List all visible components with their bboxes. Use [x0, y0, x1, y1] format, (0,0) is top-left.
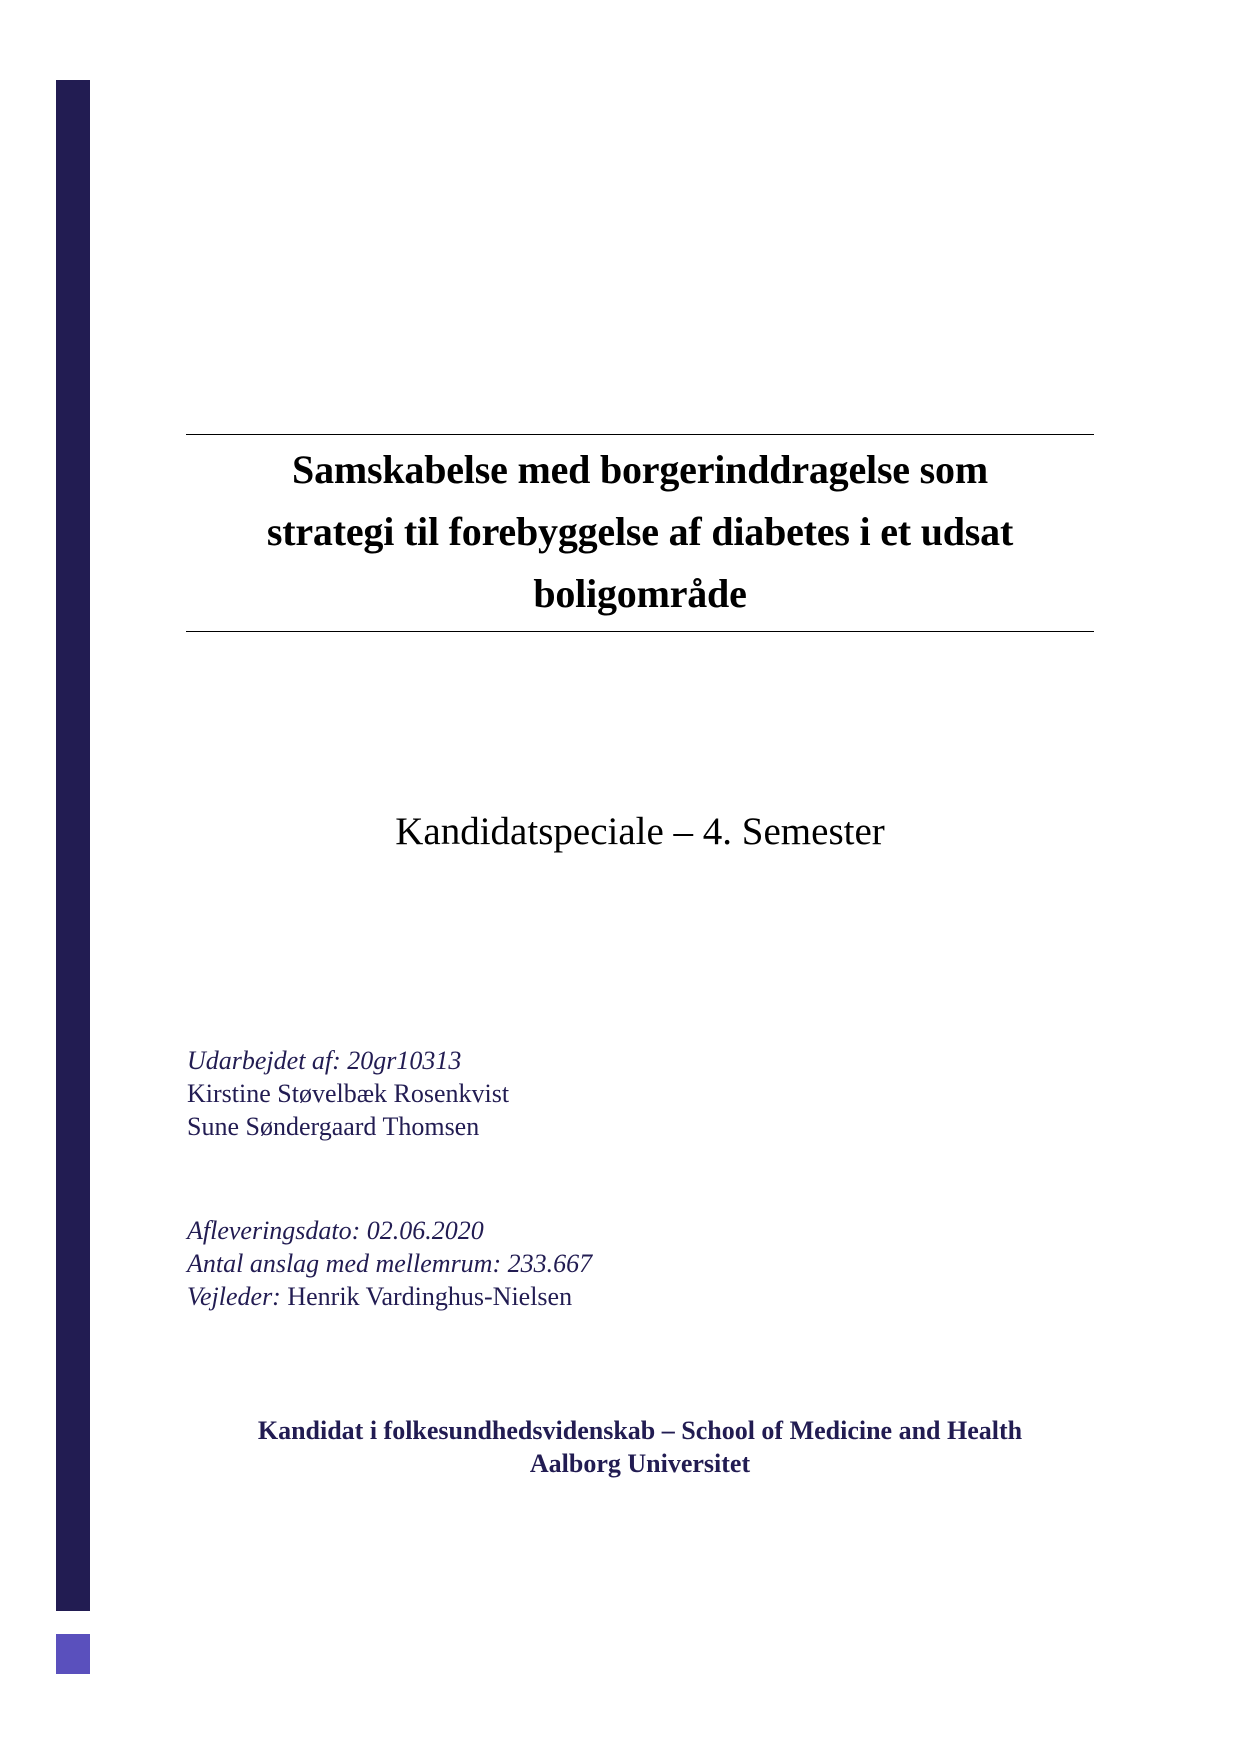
university-name: Aalborg Universitet [529, 1449, 751, 1478]
authors-block [187, 1044, 509, 1143]
document-subtitle: Kandidatspeciale – 4. Semester [395, 810, 885, 853]
supervisor-name: Henrik Vardinghus-Nielsen [280, 1282, 573, 1311]
document-title [186, 439, 1094, 625]
decorative-square [56, 1634, 90, 1674]
supervisor-label: Vejleder: [187, 1282, 281, 1311]
decorative-side-bar [56, 80, 90, 1611]
group-label: Udarbejdet af: 20gr10313 [187, 1046, 462, 1075]
details-block [187, 1214, 592, 1313]
delivery-date: Afleveringsdato: 02.06.2020 [187, 1216, 484, 1245]
program-line: Kandidat i folkesundhedsvidenskab – School of Medicine and Health [257, 1416, 1023, 1445]
title-top-rule [186, 434, 1094, 435]
author-name: Kirstine Støvelbæk Rosenkvist [187, 1079, 510, 1108]
title-line: boligområde [533, 571, 747, 616]
title-line: strategi til forebyggelse af diabetes i et udsat [266, 509, 1014, 554]
title-bottom-rule [186, 631, 1094, 632]
title-block [186, 434, 1094, 632]
supervisor [187, 1280, 592, 1313]
institution-footer [186, 1414, 1094, 1480]
title-line: Samskabelse med borgerinddragelse som [292, 447, 988, 492]
author-name: Sune Søndergaard Thomsen [187, 1112, 480, 1141]
character-count: Antal anslag med mellemrum: 233.667 [187, 1249, 593, 1278]
